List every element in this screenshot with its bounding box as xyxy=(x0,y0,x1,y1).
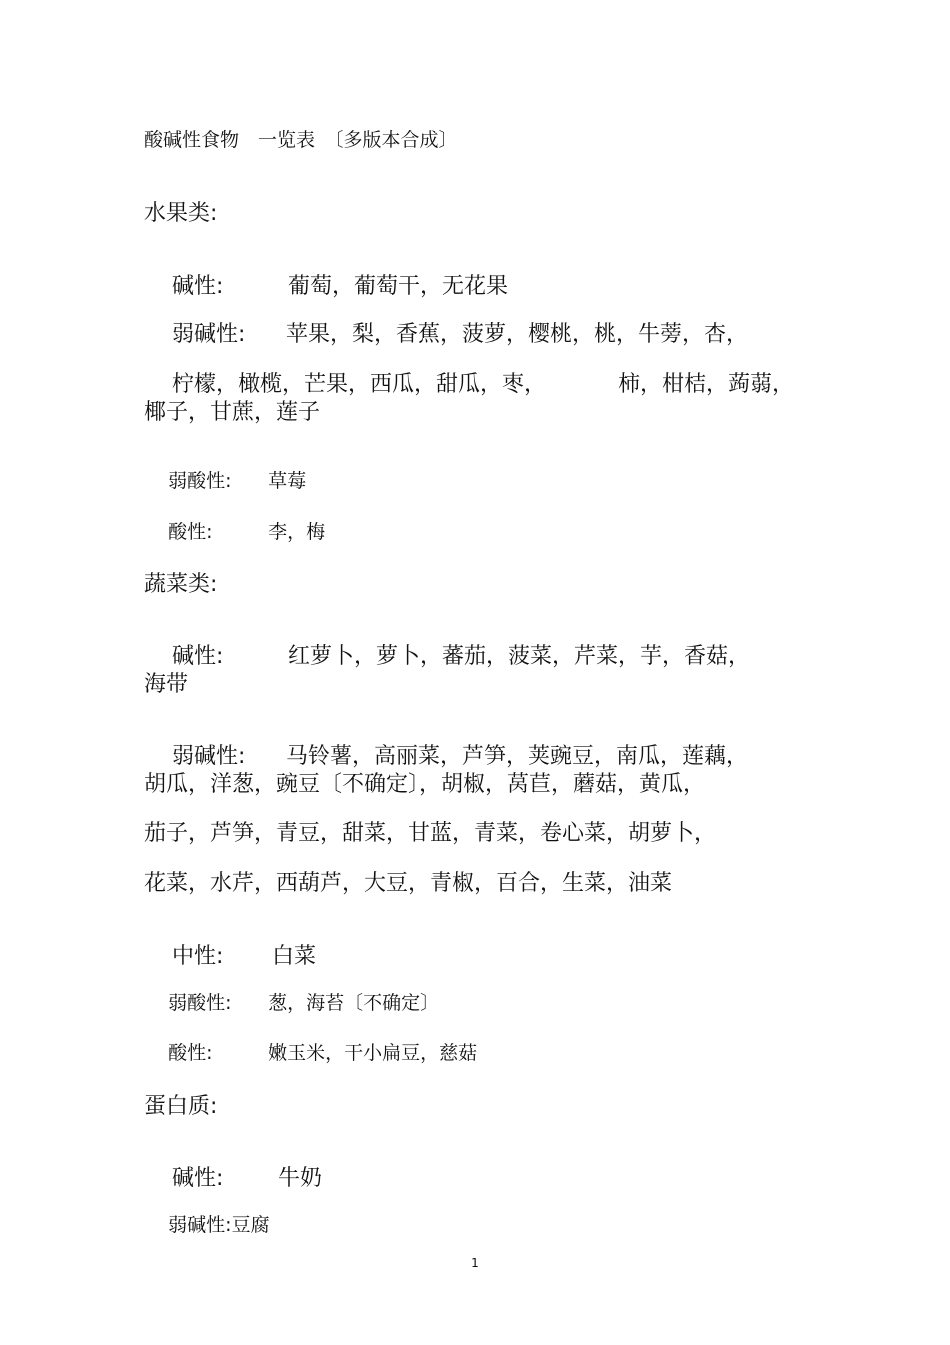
vegetable-alkaline-items-1: 红萝卜，萝卜，蕃茄，菠菜，芹菜，芋，香菇， xyxy=(287,644,750,669)
vegetable-alkaline-label: 碱性: xyxy=(171,644,224,669)
vegetable-weak-acid-label: 弱酸性: xyxy=(168,992,232,1014)
vegetable-weak-alkaline-items-1: 马铃薯，高丽菜，芦笋，荚豌豆，南瓜，莲藕， xyxy=(285,744,748,769)
vegetable-weak-acid-row xyxy=(144,975,439,1032)
fruit-acid-label: 酸性: xyxy=(168,521,213,543)
vegetable-weak-alkaline-items-2: 胡瓜，洋葱，豌豆〔不确定〕，胡椒，莴苣，蘑菇，黄瓜， xyxy=(144,772,706,797)
vegetable-alkaline-items-2: 海带 xyxy=(144,672,189,697)
protein-alkaline-label: 碱性: xyxy=(171,1166,224,1191)
fruit-weak-alkaline-label: 弱碱性: xyxy=(171,322,246,347)
vegetable-acid-items: 嫩玉米，干小扁豆，慈菇 xyxy=(268,1042,478,1064)
fruit-weak-alkaline-items-2b: 柿，柑桔，蒟蒻， xyxy=(617,372,794,397)
fruit-weak-alkaline-items-2a: 柠檬，橄榄，芒果，西瓜，甜瓜，枣， xyxy=(171,372,546,397)
fruit-weak-acid-row xyxy=(144,453,306,510)
fruit-heading: 水果类: xyxy=(144,201,218,226)
vegetable-weak-alkaline-label: 弱碱性: xyxy=(171,744,246,769)
protein-alkaline-items: 牛奶 xyxy=(277,1166,322,1191)
protein-weak-alkaline-label: 弱碱性: xyxy=(168,1214,232,1236)
protein-weak-alkaline-items: 豆腐 xyxy=(231,1214,270,1236)
vegetable-weak-alkaline-items-3: 茄子，芦笋，青豆，甜菜，甘蓝，青菜，卷心菜，胡萝卜， xyxy=(144,821,717,846)
fruit-weak-alkaline-items-3: 椰子，甘蔗，莲子 xyxy=(144,400,321,425)
page-title: 酸碱性食物 一览表 〔多版本合成〕 xyxy=(144,129,458,151)
vegetable-acid-label: 酸性: xyxy=(168,1042,213,1064)
fruit-alkaline-items: 葡萄，葡萄干，无花果 xyxy=(287,274,508,299)
page-number: 1 xyxy=(471,1256,479,1270)
vegetable-weak-alkaline-items-4: 花菜，水芹，西葫芦，大豆，青椒，百合，生菜，油菜 xyxy=(144,871,673,896)
fruit-weak-acid-label: 弱酸性: xyxy=(168,470,232,492)
vegetable-weak-acid-items: 葱，海苔〔不确定〕 xyxy=(268,992,440,1014)
fruit-acid-row xyxy=(144,504,325,561)
fruit-alkaline-label: 碱性: xyxy=(171,274,224,299)
vegetable-neutral-label: 中性: xyxy=(171,944,224,969)
vegetable-alkaline-row xyxy=(144,624,750,690)
vegetable-neutral-items: 白菜 xyxy=(271,944,316,969)
protein-heading: 蛋白质: xyxy=(144,1094,218,1119)
fruit-weak-alkaline-items-1: 苹果，梨，香蕉，菠萝，樱桃，桃，牛蒡，杏， xyxy=(285,322,748,347)
vegetable-acid-row xyxy=(144,1025,477,1082)
protein-weak-alkaline-row xyxy=(144,1197,270,1254)
fruit-acid-items: 李，梅 xyxy=(268,521,326,543)
vegetable-heading: 蔬菜类: xyxy=(144,572,218,597)
fruit-weak-acid-items: 草莓 xyxy=(268,470,307,492)
